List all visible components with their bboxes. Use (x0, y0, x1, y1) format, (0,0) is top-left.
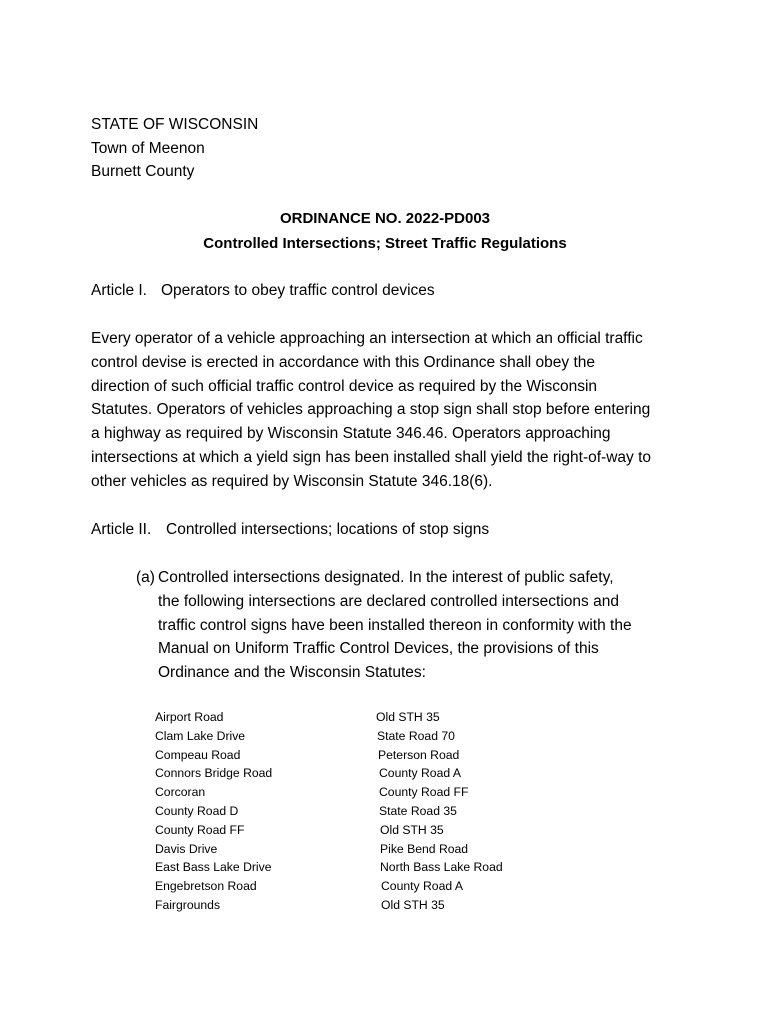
town-line: Town of Meenon (91, 139, 205, 157)
road-name: Compeau Road (155, 747, 241, 762)
article-2-item-a (136, 566, 632, 685)
cross-road-name: County Road A (381, 879, 463, 894)
cross-road-name: Pike Bend Road (380, 841, 469, 856)
road-name: Fairgrounds (155, 897, 221, 912)
road-name: Airport Road (155, 710, 224, 724)
road-name: Engebretson Road (155, 879, 257, 894)
item-line: traffic control signs have been installed thereon in conformity with the (158, 616, 632, 634)
article-1-heading (91, 279, 435, 303)
article-2-title: Controlled intersections; locations of stop signs (166, 521, 490, 538)
cross-road-name: State Road 35 (379, 803, 457, 818)
item-line: the following intersections are declared controlled intersections and (158, 592, 619, 610)
paragraph-line: other vehicles as required by Wisconsin Statute 346.18(6). (91, 472, 493, 490)
cross-road-name: Peterson Road (378, 747, 460, 762)
cross-road-name: Old STH 35 (381, 897, 445, 912)
item-line: Ordinance and the Wisconsin Statutes: (158, 664, 426, 682)
item-line: Manual on Uniform Traffic Control Devices, the provisions of this (158, 640, 599, 658)
paragraph-line: intersections at which a yield sign has been installed shall yield the right-of-way to (91, 448, 652, 466)
paragraph-line: control devise is erected in accordance with this Ordinance shall obey the (91, 353, 596, 371)
cross-road-name: County Road A (379, 766, 461, 781)
cross-road-name: Old STH 35 (380, 822, 444, 837)
state-line: STATE OF WISCONSIN (91, 116, 259, 133)
road-name: County Road FF (155, 822, 245, 837)
jurisdiction-header (91, 113, 258, 184)
cross-road-name: Old STH 35 (376, 710, 440, 724)
cross-road-name: North Bass Lake Road (380, 860, 503, 875)
ordinance-title-block (0, 207, 770, 256)
paragraph-line: a highway as required by Wisconsin Statute 346.46. Operators approaching (91, 425, 611, 443)
paragraph-line: Every operator of a vehicle approaching an intersection at which an official traffic (91, 330, 643, 347)
article-2-number: Article II. (91, 521, 152, 538)
road-name: Corcoran (155, 785, 206, 800)
road-name: East Bass Lake Drive (155, 860, 272, 875)
item-line: Controlled intersections designated. In the interest of public safety, (158, 569, 614, 586)
article-2-heading (91, 518, 489, 542)
article-1-paragraph (91, 327, 691, 494)
county-line: Burnett County (91, 163, 195, 180)
ordinance-subtitle: Controlled Intersections; Street Traffic Regulations (203, 234, 567, 252)
road-name: Clam Lake Drive (155, 728, 246, 743)
ordinance-number: ORDINANCE NO. 2022-PD003 (279, 210, 491, 227)
cross-road-name: County Road FF (379, 785, 469, 800)
road-name: Connors Bridge Road (155, 766, 273, 781)
road-name: Davis Drive (155, 841, 218, 856)
article-1-title: Operators to obey traffic control devices (161, 282, 435, 299)
road-name: County Road D (155, 803, 239, 818)
paragraph-line: direction of such official traffic control device as required by the Wisconsin (91, 377, 598, 395)
paragraph-line: Statutes. Operators of vehicles approaching a stop sign shall stop before entering (91, 401, 651, 419)
article-1-number: Article I. (91, 282, 147, 299)
item-marker: (a) (136, 569, 155, 586)
cross-road-name: State Road 70 (377, 728, 455, 743)
